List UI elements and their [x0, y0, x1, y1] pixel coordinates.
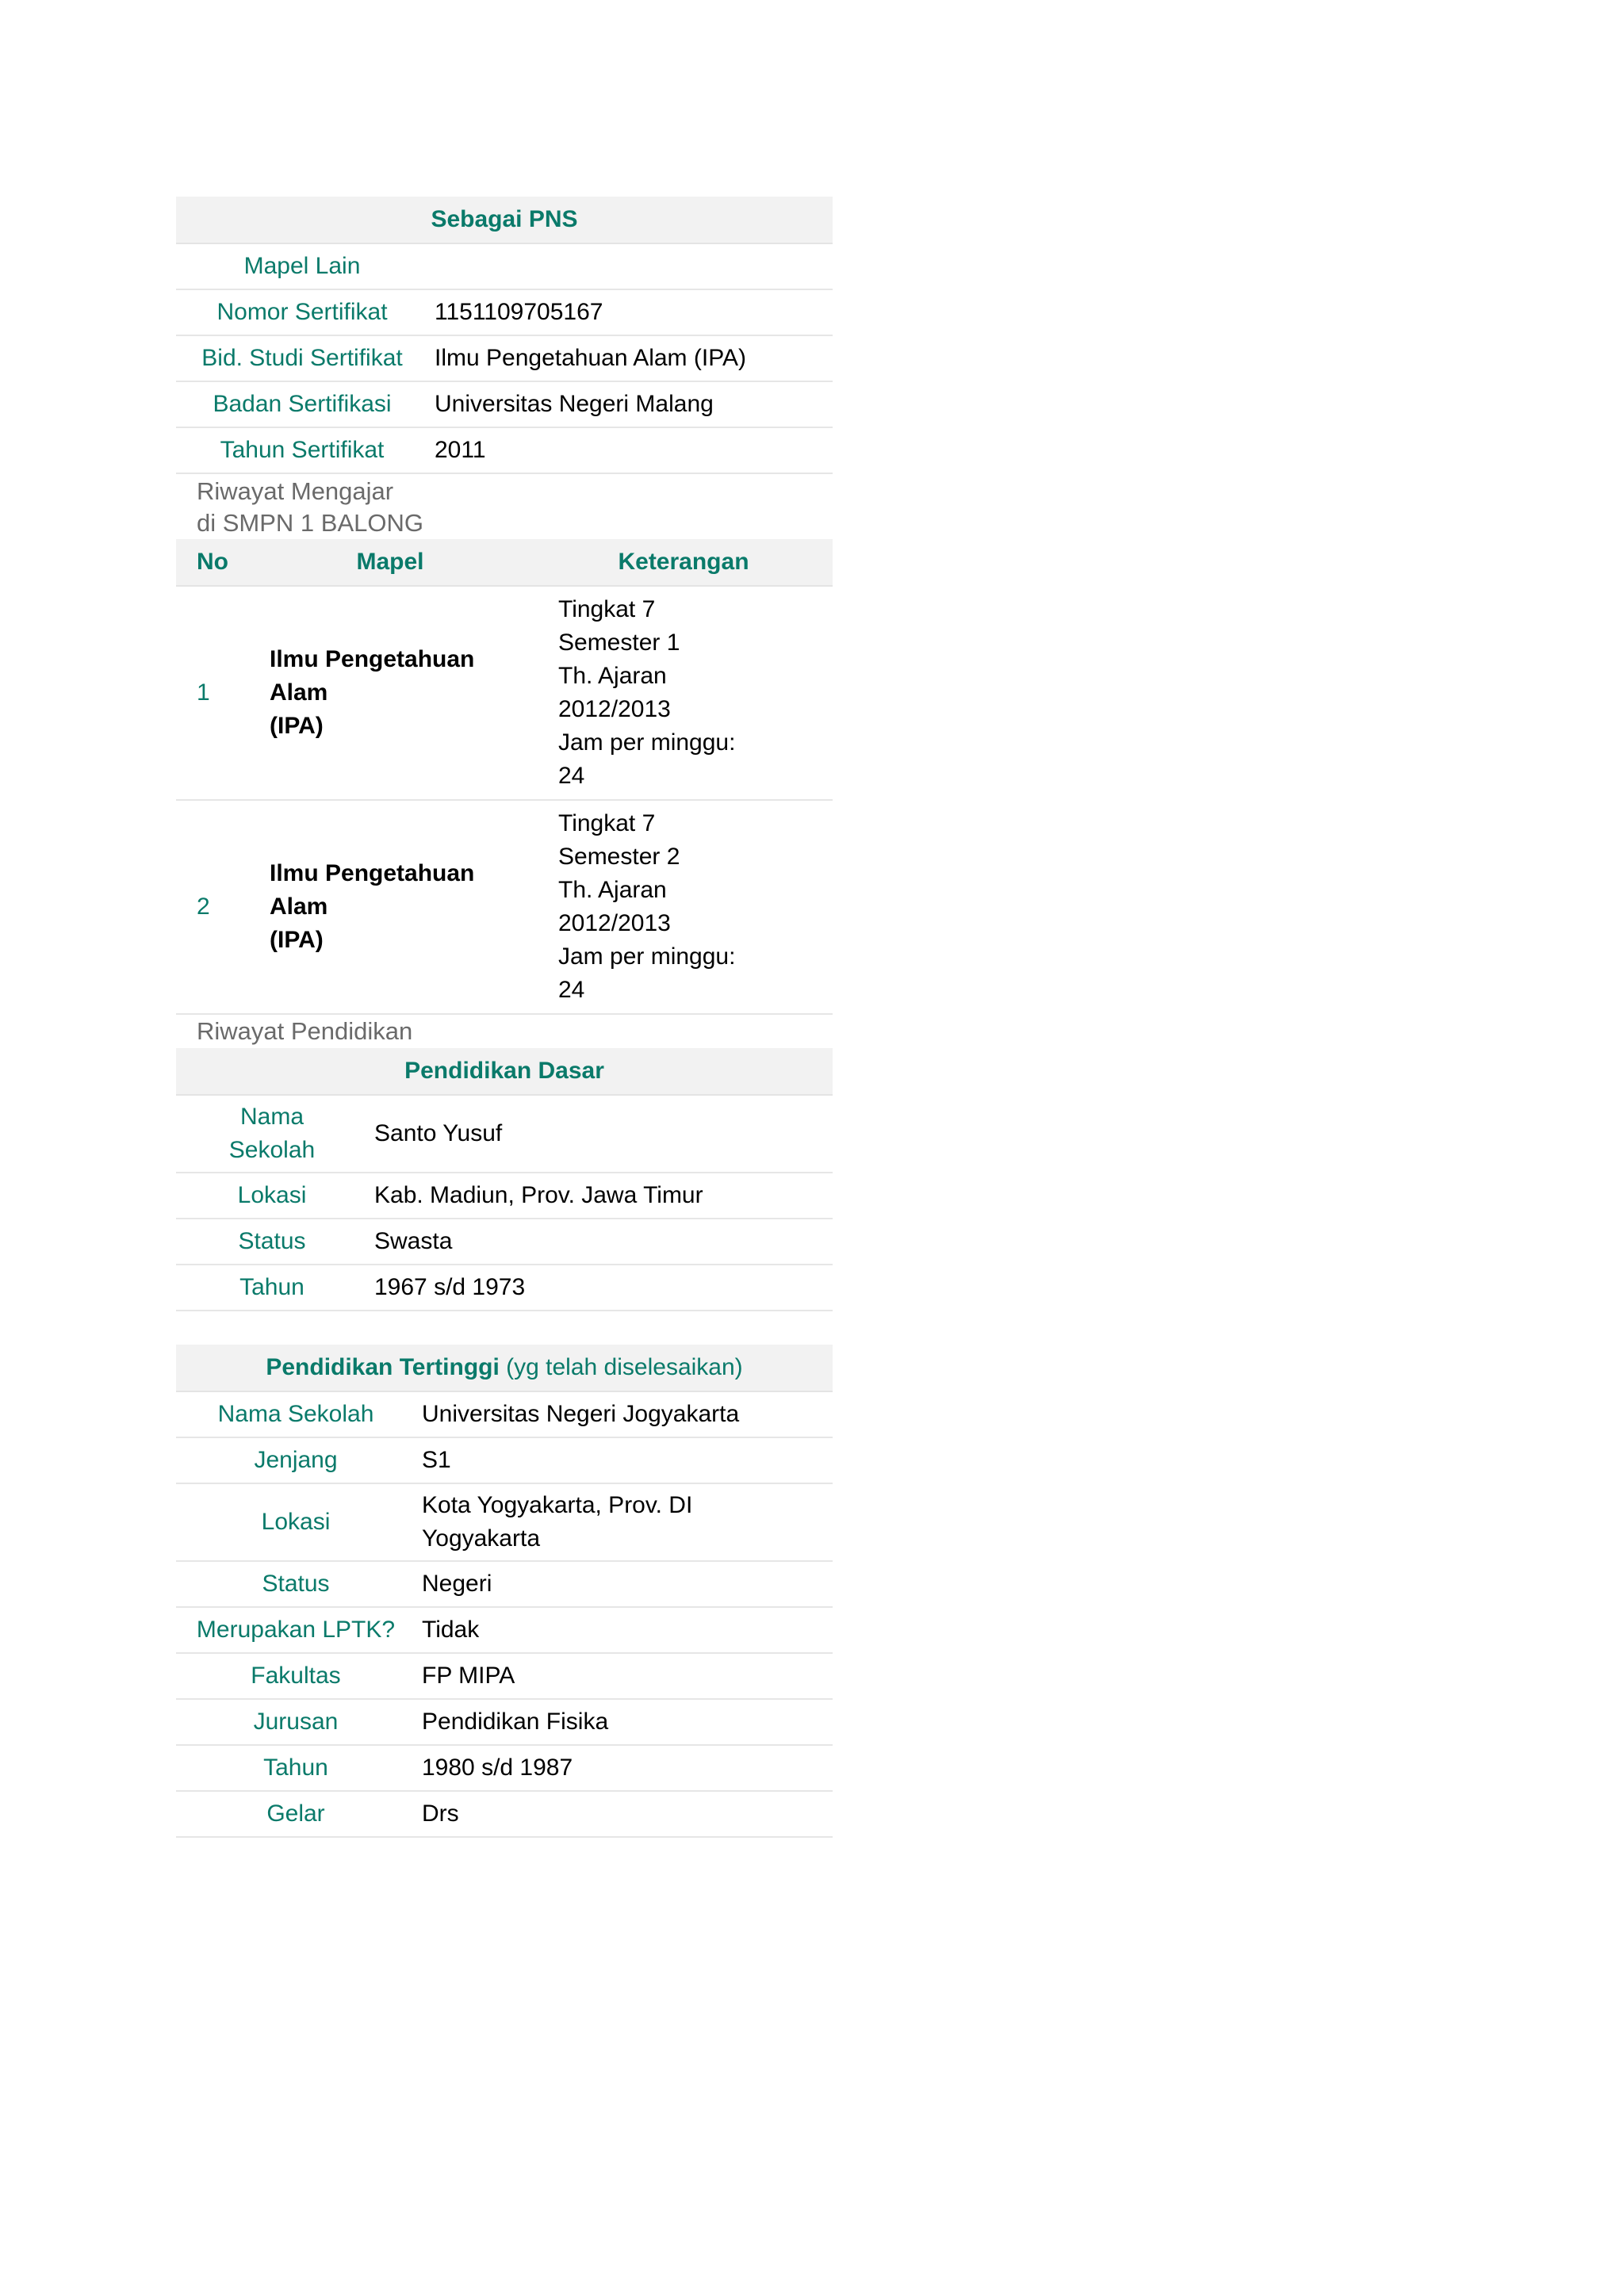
mengajar-table-header	[176, 539, 833, 587]
header-bold: Pendidikan Tertinggi	[266, 1354, 500, 1380]
riwayat-mengajar-title	[176, 476, 833, 539]
row-label: Tahun	[239, 1274, 304, 1300]
row-keterangan	[534, 593, 833, 793]
row-value: Negeri	[422, 1571, 492, 1597]
row-value: FP MIPA	[422, 1663, 515, 1689]
row-value: Universitas Negeri Jogyakarta	[422, 1401, 740, 1427]
tertinggi-row-fakultas	[176, 1654, 833, 1700]
header-rest: (yg telah diselesaikan)	[506, 1354, 743, 1380]
row-value: Kab. Madiun, Prov. Jawa Timur	[374, 1182, 703, 1208]
ket-line: Jam per minggu:	[558, 729, 736, 756]
tertinggi-row-lokasi	[176, 1484, 833, 1562]
dasar-row-status	[176, 1219, 833, 1265]
tertinggi-row-nama-sekolah	[176, 1392, 833, 1438]
row-value: 1980 s/d 1987	[422, 1755, 573, 1781]
pns-row-bid-studi	[176, 336, 833, 382]
row-no: 1	[197, 679, 210, 706]
row-label: Bid. Studi Sertifikat	[201, 345, 403, 371]
pendidikan-dasar-header: Pendidikan Dasar	[176, 1048, 833, 1096]
pendidikan-tertinggi-section	[176, 1392, 833, 1838]
row-label: Lokasi	[237, 1182, 307, 1208]
row-value: Tidak	[422, 1617, 480, 1643]
label-line: Sekolah	[228, 1137, 316, 1163]
table-row	[176, 587, 833, 801]
ket-line: Semester 2	[558, 844, 680, 870]
ket-line: 24	[558, 763, 585, 789]
row-value: Pendidikan Fisika	[422, 1709, 609, 1735]
tertinggi-row-status	[176, 1562, 833, 1608]
ket-line: Semester 1	[558, 629, 680, 656]
row-no: 2	[197, 894, 210, 920]
document-page	[176, 197, 833, 1838]
row-mapel	[246, 857, 534, 957]
tertinggi-row-lptk	[176, 1608, 833, 1654]
ket-line: 2012/2013	[558, 910, 671, 936]
row-label: Gelar	[266, 1800, 325, 1827]
value-line: Yogyakarta	[422, 1525, 541, 1552]
pns-header: Sebagai PNS	[176, 197, 833, 244]
row-label: Merupakan LPTK?	[196, 1617, 396, 1643]
row-label: Lokasi	[261, 1509, 331, 1535]
col-no: No	[197, 549, 228, 575]
ket-line: 2012/2013	[558, 696, 671, 722]
row-label: Tahun	[263, 1755, 328, 1781]
row-keterangan	[534, 807, 833, 1007]
row-label: Tahun Sertifikat	[220, 437, 385, 463]
label-line: Nama	[239, 1104, 304, 1130]
tertinggi-row-gelar	[176, 1792, 833, 1838]
mapel-line: Ilmu Pengetahuan Alam	[270, 646, 475, 706]
row-label: Badan Sertifikasi	[213, 391, 392, 417]
row-value: S1	[422, 1447, 451, 1473]
row-value: Drs	[422, 1800, 459, 1827]
pns-row-mapel-lain	[176, 244, 833, 290]
row-value: 1151109705167	[435, 299, 603, 325]
ket-line: Tingkat 7	[558, 596, 656, 622]
pns-row-badan-sertifikasi	[176, 382, 833, 428]
row-value: Santo Yusuf	[374, 1120, 503, 1146]
row-value	[428, 263, 441, 270]
mapel-line: (IPA)	[270, 713, 324, 739]
pns-row-tahun-sertifikat	[176, 428, 833, 474]
dasar-row-nama-sekolah	[176, 1096, 833, 1173]
tertinggi-row-jurusan	[176, 1700, 833, 1746]
ket-line: Tingkat 7	[558, 810, 656, 836]
row-label: Nama Sekolah	[217, 1401, 374, 1427]
dasar-row-lokasi	[176, 1173, 833, 1219]
ket-line: Jam per minggu:	[558, 943, 736, 970]
dasar-row-tahun	[176, 1265, 833, 1311]
pns-section	[176, 244, 833, 474]
riwayat-pendidikan-title: Riwayat Pendidikan	[197, 1017, 413, 1045]
row-label: Nomor Sertifikat	[216, 299, 388, 325]
row-label: Jenjang	[254, 1447, 338, 1473]
col-keterangan: Keterangan	[618, 549, 749, 575]
row-value: Ilmu Pengetahuan Alam (IPA)	[435, 345, 746, 371]
row-mapel	[246, 643, 534, 743]
value-line: Kota Yogyakarta, Prov. DI	[422, 1492, 693, 1518]
pendidikan-tertinggi-header	[176, 1345, 833, 1392]
tertinggi-row-jenjang	[176, 1438, 833, 1484]
row-value	[416, 1486, 699, 1559]
row-label: Status	[238, 1228, 306, 1254]
row-label: Status	[262, 1571, 330, 1597]
tertinggi-row-tahun	[176, 1746, 833, 1792]
ket-line: Th. Ajaran	[558, 663, 667, 689]
riwayat-mengajar-title-line2: di SMPN 1 BALONG	[197, 509, 423, 537]
row-value: 2011	[435, 437, 486, 463]
row-label: Fakultas	[251, 1663, 341, 1689]
col-mapel: Mapel	[356, 549, 424, 575]
pendidikan-dasar-section	[176, 1096, 833, 1311]
mapel-line: Ilmu Pengetahuan Alam	[270, 860, 475, 920]
riwayat-mengajar-title-line1: Riwayat Mengajar	[197, 477, 394, 505]
row-label	[176, 1097, 368, 1170]
section-spacer	[176, 1311, 833, 1345]
row-value: Swasta	[374, 1228, 453, 1254]
row-value: Universitas Negeri Malang	[435, 391, 714, 417]
pns-row-nomor-sertifikat	[176, 290, 833, 336]
row-label: Jurusan	[253, 1709, 339, 1735]
row-value: 1967 s/d 1973	[374, 1274, 526, 1300]
ket-line: Th. Ajaran	[558, 877, 667, 903]
table-row	[176, 801, 833, 1015]
row-label: Mapel Lain	[243, 253, 361, 279]
ket-line: 24	[558, 977, 585, 1003]
mapel-line: (IPA)	[270, 927, 324, 953]
